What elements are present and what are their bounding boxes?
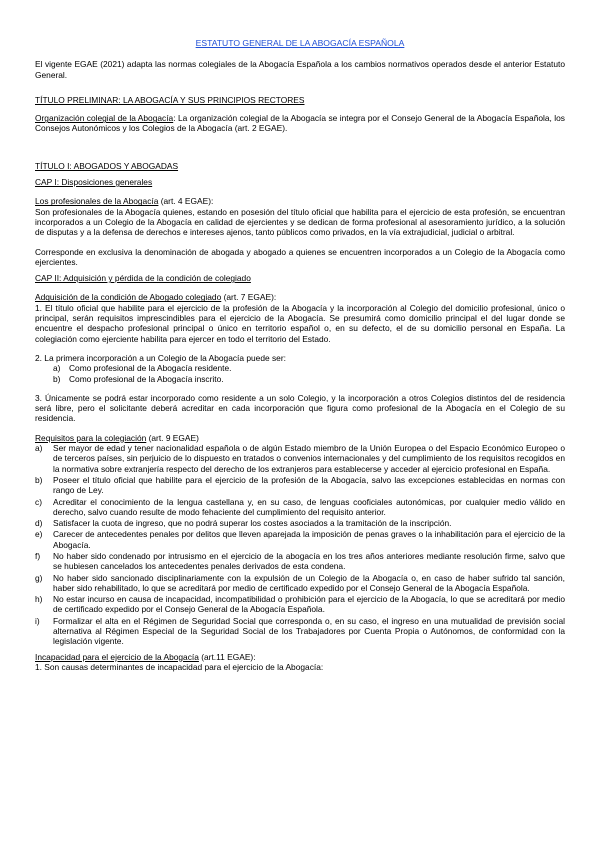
adquisicion-heading bbox=[35, 292, 565, 302]
adquisicion-ref: (art. 7 EGAE): bbox=[221, 292, 277, 303]
list-item: d) Satisfacer la cuota de ingreso, que no podrá superar los costes asociados a la tramitación de la inscripción. bbox=[35, 518, 452, 529]
list-item: h) No estar incurso en causa de incapacidad, incompatibilidad o prohibición para el ejercicio de la Abogacía, lo que se acreditará por medio de certificado expedido por el Consejo General de la Abogacía Española. bbox=[35, 594, 565, 615]
adquisicion-label: Adquisición de la condición de Abogado colegiado bbox=[35, 292, 222, 303]
organizacion-colegial-text: : La organización colegial de la Abogacía se integra por el Consejo General de la Abogacía Española, los Consejos Autonómicos y los Colegios de la Abogacía (art. 2 EGAE). bbox=[35, 113, 565, 134]
list-item: e) Carecer de antecedentes penales por delitos que lleven aparejada la imposición de penas graves o la inhabilitación para el ejercicio de la Abogacía. bbox=[35, 529, 565, 550]
requisitos-label: Requisitos para la colegiación bbox=[35, 432, 147, 443]
profesionales-paragraph: Son profesionales de la Abogacía quienes, estando en posesión del título oficial que habilita para el ejercicio de esta profesión, se encuentran incorporados a un Colegio de la Abogacía en calidad de ejercientes y se dedican de forma profesional al asesoramiento jurídico, a la solución de disputas y a la defensa de derechos e intereses ajenos, tanto públicos como privados, en la vía extrajudicial, judicial o arbitral. bbox=[35, 206, 565, 238]
titulo-preliminar-heading: TÍTULO PRELIMINAR: LA ABOGACÍA Y SUS PRINCIPIOS RECTORES bbox=[35, 94, 305, 105]
requisitos-list bbox=[35, 443, 565, 647]
list-item: b) Como profesional de la Abogacía inscrito. bbox=[53, 373, 224, 384]
organizacion-colegial-paragraph bbox=[35, 113, 565, 134]
profesionales-ref: (art. 4 EGAE): bbox=[158, 196, 214, 207]
organizacion-colegial-label: Organización colegial de la Abogacía bbox=[35, 113, 174, 124]
incapacidad-label: Incapacidad para el ejercicio de la Abogacía bbox=[35, 651, 199, 662]
list-item: b) Poseer el título oficial que habilite para el ejercicio de la profesión de la Abogacía, salvo las excepciones establecidas en normas con rango de Ley. bbox=[35, 474, 565, 496]
exclusiva-paragraph: Corresponde en exclusiva la denominación de abogada y abogado a quienes se encuentren incorporados a un Colegio de la Abogacía como ejercientes. bbox=[35, 246, 565, 267]
incapacidad-heading bbox=[35, 652, 565, 662]
incorporacion-list bbox=[53, 363, 565, 384]
list-item: a) Como profesional de la Abogacía residente. bbox=[53, 363, 232, 374]
titulo-i-heading: TÍTULO I: ABOGADOS Y ABOGADAS bbox=[35, 160, 179, 171]
document-title: ESTATUTO GENERAL DE LA ABOGACÍA ESPAÑOLA bbox=[195, 38, 405, 48]
adquisicion-paragraph-1: 1. El título oficial que habilite para el ejercicio de la profesión de la Abogacía y la incorporación al Colegio del domicilio profesional, único o principal, serán requisitos imprescindibles para el ejercicio de la Abogacía. Se presumirá como domicilio principal el del lugar donde se encuentre el despacho profesional principal o único en territorio español o, en su defecto, el de su domicilio personal en España. La colegiación como ejerciente habilita para ejercer en todo el territorio del Estado. bbox=[35, 302, 565, 344]
cap-i-heading: CAP I: Disposiciones generales bbox=[35, 177, 153, 188]
incapacidad-ref: (art.11 EGAE): bbox=[198, 651, 256, 662]
list-item: a) Ser mayor de edad y tener nacionalidad española o de algún Estado miembro de la Unión Europea o del Espacio Económico Europeo o de terceros países, sin perjuicio de lo dispuesto en tratados o convenios internacionales y del cumplimiento de los requisitos recogidos en la normativa sobre extranjería respecto del derecho de los extranjeros para establecerse y acceder al ejercicio profesional en España. bbox=[35, 443, 565, 474]
document-page bbox=[35, 38, 565, 672]
adquisicion-paragraph-2: 2. La primera incorporación a un Colegio de la Abogacía puede ser: bbox=[35, 352, 286, 363]
requisitos-ref: (art. 9 EGAE) bbox=[146, 432, 199, 443]
list-item: i) Formalizar el alta en el Régimen de Seguridad Social que corresponda o, en su caso, el ingreso en una mutualidad de previsión social alternativa al Régimen Especial de la Seguridad Social de los Trabajadores por Cuenta Propia o Autónomos, de conformidad con la legislación vigente. bbox=[35, 615, 565, 647]
profesionales-label: Los profesionales de la Abogacía bbox=[35, 196, 159, 207]
list-item: f) No haber sido condenado por intrusismo en el ejercicio de la abogacía en los tres años anteriores mediante resolución firme, salvo que se hubiesen cancelados los antecedentes penales derivados de esta condena. bbox=[35, 550, 565, 572]
requisitos-heading bbox=[35, 433, 565, 443]
adquisicion-paragraph-3: 3. Únicamente se podrá estar incorporado como residente a un solo Colegio, y la incorporación a otros Colegios distintos del de residencia será libre, pero el solicitante deberá acreditar en cada incorporación que figura como profesional de la Abogacía en el Colegio de su residencia. bbox=[35, 392, 565, 424]
intro-paragraph: El vigente EGAE (2021) adapta las normas colegiales de la Abogacía Española a los cambios normativos operados desde el anterior Estatuto General. bbox=[35, 59, 565, 80]
cap-ii-heading: CAP II: Adquisición y pérdida de la condición de colegiado bbox=[35, 273, 251, 284]
list-item: g) No haber sido sancionado disciplinariamente con la expulsión de un Colegio de la Abogacía o, en caso de haber sufrido tal sanción, haber sido rehabilitado, lo que se acreditará por medio de certificado expedido por el Consejo General de la Abogacía Española. bbox=[35, 572, 565, 593]
profesionales-heading bbox=[35, 196, 565, 206]
incapacidad-paragraph-1: 1. Son causas determinantes de incapacidad para el ejercicio de la Abogacía: bbox=[35, 661, 324, 672]
list-item: c) Acreditar el conocimiento de la lengua castellana y, en su caso, de lenguas cooficiales autonómicas, por cualquier medio válido en derecho, salvo cuando resulte de modo fehaciente del cumplimiento del requisito anterior. bbox=[35, 496, 565, 517]
